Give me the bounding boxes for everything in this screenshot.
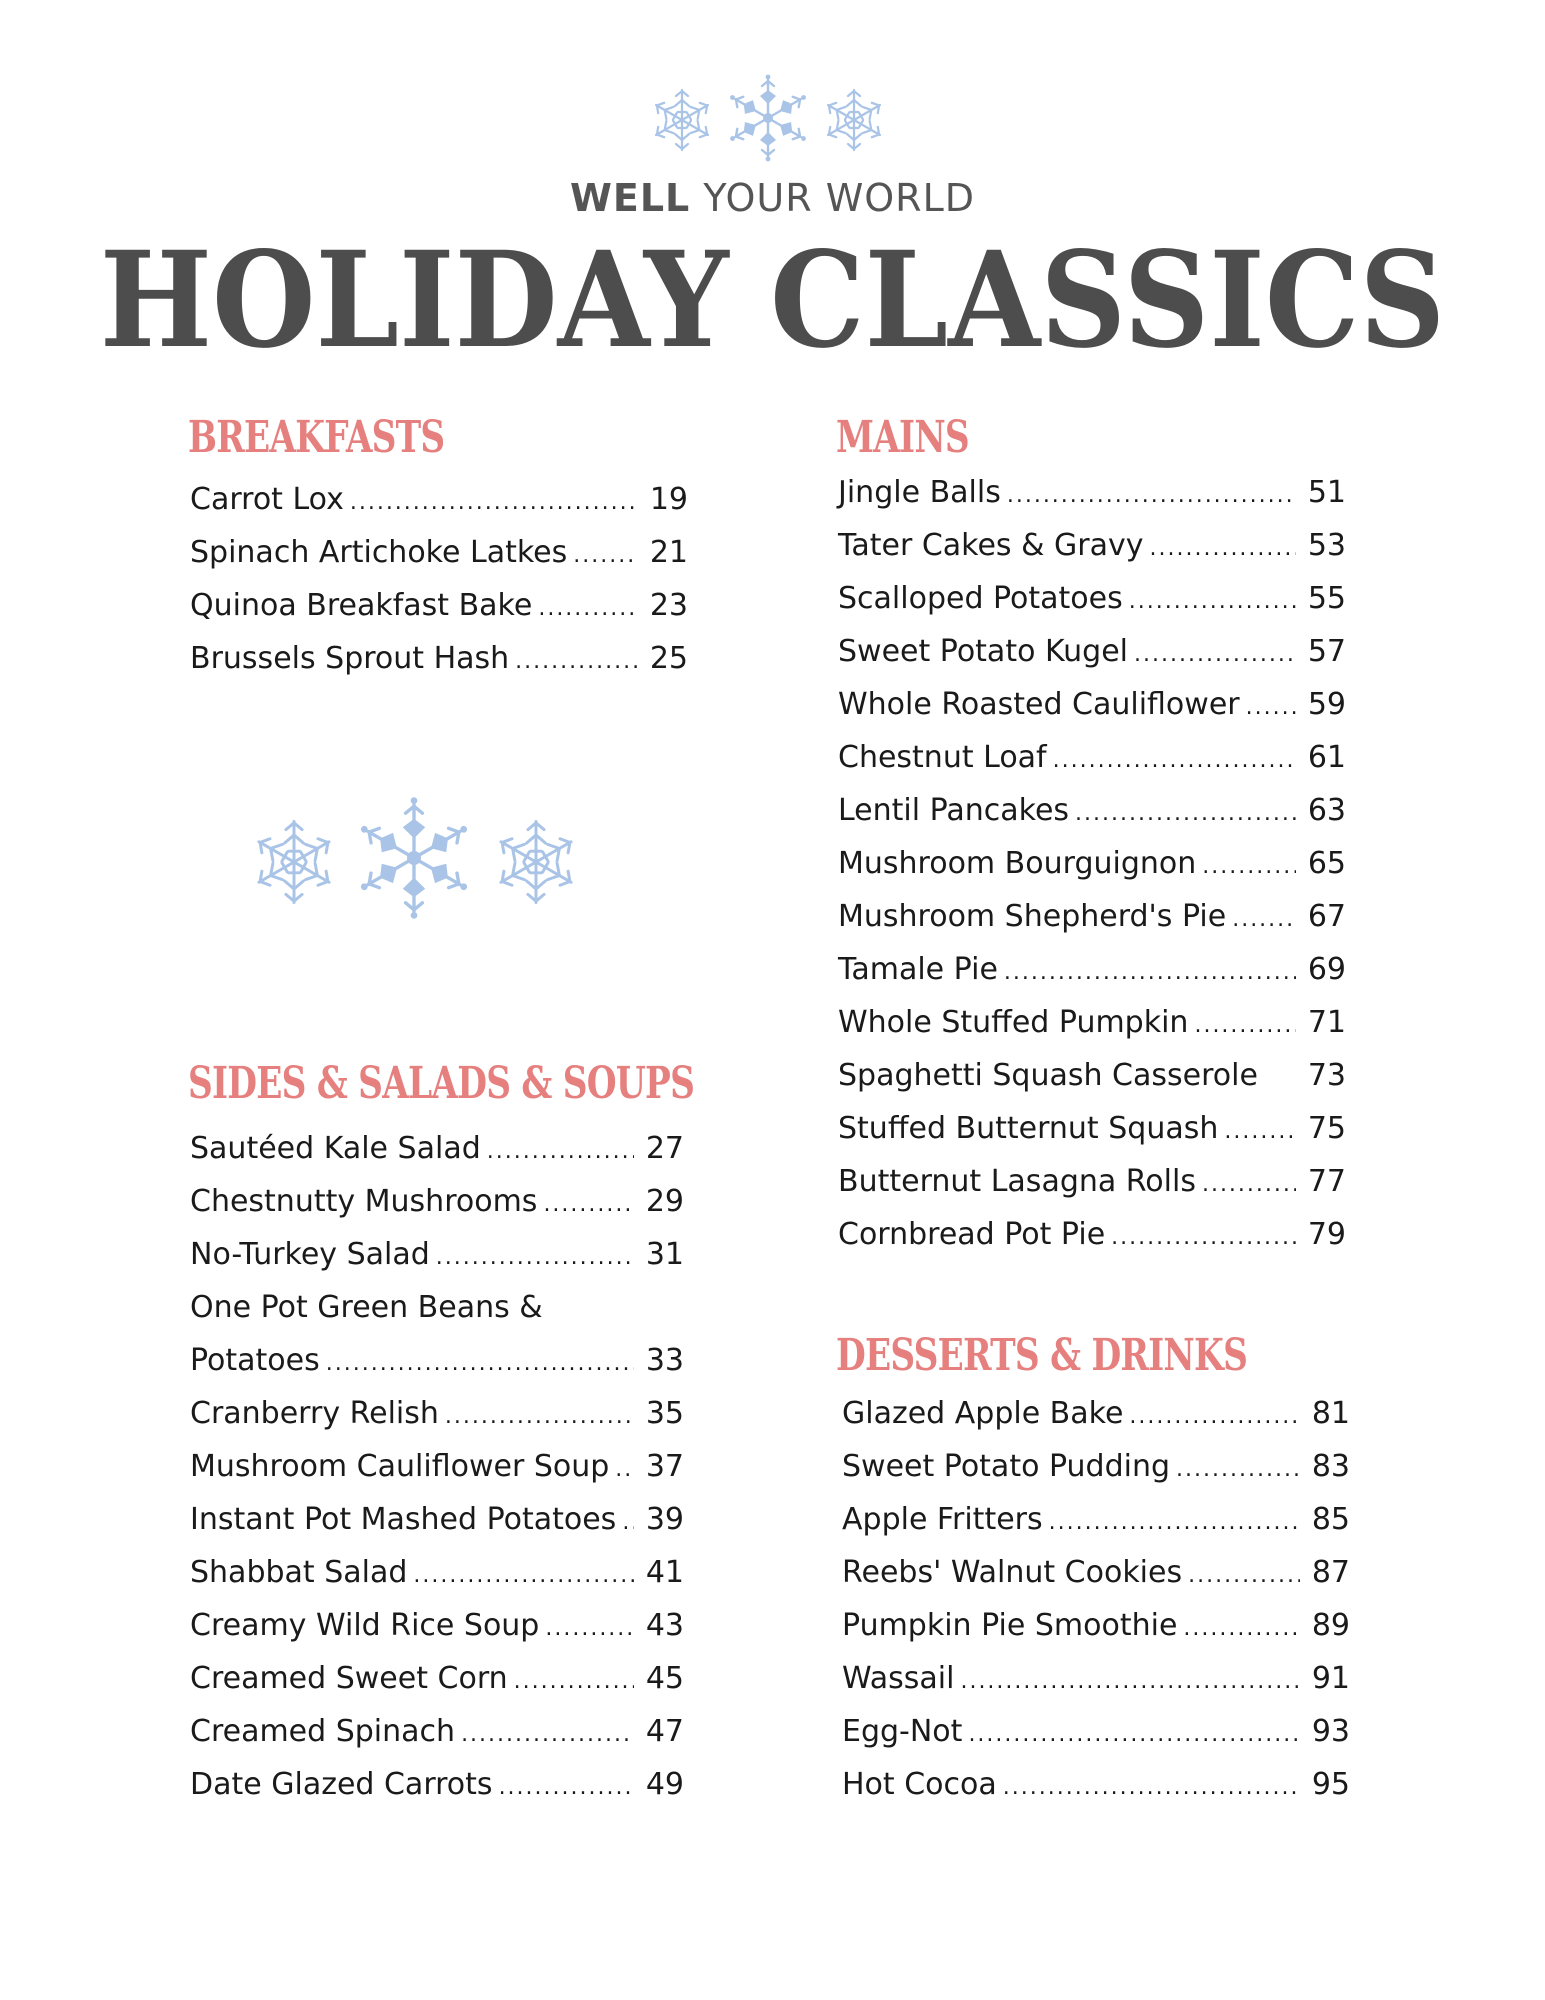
toc-entry[interactable] <box>190 1175 684 1228</box>
toc-entry[interactable] <box>842 1652 1350 1705</box>
entry-name: Creamed Sweet Corn <box>190 1661 508 1696</box>
entry-name: Egg-Not <box>842 1714 963 1749</box>
leader-dots <box>445 1390 634 1443</box>
entry-page: 49 <box>645 1767 684 1802</box>
leader-dots <box>1194 999 1296 1052</box>
snowflake-icon <box>726 75 809 162</box>
entry-name: Apple Fritters <box>842 1502 1043 1537</box>
snowflake-icon <box>254 822 334 903</box>
entry-name: Reebs' Walnut Cookies <box>842 1555 1183 1590</box>
leader-dots <box>543 1178 634 1231</box>
leader-dots <box>515 635 638 688</box>
toc-entry[interactable] <box>838 1155 1346 1208</box>
leader-dots <box>1150 522 1297 575</box>
entry-page: 35 <box>645 1396 684 1431</box>
entry-page: 43 <box>645 1608 684 1643</box>
toc-entry[interactable] <box>838 1208 1346 1261</box>
entry-page: 55 <box>1307 581 1346 616</box>
leader-dots <box>413 1549 634 1602</box>
leader-dots <box>573 529 638 582</box>
entry-page: 79 <box>1307 1217 1346 1252</box>
leader-dots <box>1053 734 1296 787</box>
entry-name: Mushroom Shepherd's Pie <box>838 899 1227 934</box>
entry-name: Scalloped Potatoes <box>838 581 1123 616</box>
entry-name: Cranberry Relish <box>190 1396 439 1431</box>
entry-page: 39 <box>645 1502 684 1537</box>
entry-page: 83 <box>1311 1449 1350 1484</box>
entry-page: 27 <box>645 1131 684 1166</box>
toc-entry[interactable] <box>190 579 688 632</box>
entry-name: Wassail <box>842 1661 955 1696</box>
leader-dots <box>1134 628 1296 681</box>
entry-name: Mushroom Bourguignon <box>838 846 1197 881</box>
entry-page: 73 <box>1307 1058 1346 1093</box>
entry-name: Pumpkin Pie Smoothie <box>842 1608 1178 1643</box>
snowflake-icon <box>496 822 576 903</box>
entry-name: Mushroom Cauliflower Soup <box>190 1449 610 1484</box>
toc-entry[interactable] <box>838 943 1346 996</box>
entry-name: Chestnutty Mushrooms <box>190 1184 538 1219</box>
leader-dots <box>615 1443 634 1496</box>
toc-entry[interactable] <box>838 466 1346 519</box>
entry-name: Spaghetti Squash Casserole <box>838 1058 1258 1093</box>
entry-name: Sautéed Kale Salad <box>190 1131 481 1166</box>
leader-dots <box>1004 946 1296 999</box>
section-heading-mains: MAINS <box>836 412 969 463</box>
entry-page: 67 <box>1307 899 1346 934</box>
toc-entry[interactable] <box>838 678 1346 731</box>
toc-entry[interactable] <box>838 1049 1346 1102</box>
entry-page: 57 <box>1307 634 1346 669</box>
leader-dots <box>1246 681 1296 734</box>
toc-entry[interactable] <box>838 996 1346 1049</box>
leader-dots <box>461 1708 634 1761</box>
entry-name: Butternut Lasagna Rolls <box>838 1164 1196 1199</box>
entry-page: 53 <box>1307 528 1346 563</box>
leader-dots <box>968 1708 1300 1761</box>
entry-name: Whole Roasted Cauliflower <box>838 687 1240 722</box>
entry-name: Stuffed Butternut Squash <box>838 1111 1219 1146</box>
entry-page: 71 <box>1307 1005 1346 1040</box>
middle-snowflakes <box>238 796 598 926</box>
toc-entry[interactable] <box>838 519 1346 572</box>
leader-dots <box>1129 1390 1300 1443</box>
entry-name: Hot Cocoa <box>842 1767 997 1802</box>
entry-page: 33 <box>645 1343 684 1378</box>
toc-entry[interactable] <box>190 1705 684 1758</box>
entry-name: Whole Stuffed Pumpkin <box>838 1005 1189 1040</box>
toc-entry[interactable] <box>190 1440 684 1493</box>
entry-name: Cornbread Pot Pie <box>838 1217 1106 1252</box>
toc-entry[interactable] <box>842 1440 1350 1493</box>
entry-page: 81 <box>1311 1396 1350 1431</box>
toc-entry[interactable] <box>838 572 1346 625</box>
toc-entry[interactable] <box>190 1493 684 1546</box>
snowflake-icon <box>653 90 712 150</box>
leader-dots <box>1202 840 1296 893</box>
breakfasts-list <box>190 473 688 685</box>
entry-name: One Pot Green Beans & <box>190 1290 543 1325</box>
toc-entry[interactable] <box>838 625 1346 678</box>
entry-name: Jingle Balls <box>838 475 1001 510</box>
entry-name: Lentil Pancakes <box>838 793 1070 828</box>
leader-dots <box>1188 1549 1300 1602</box>
brand-rest: YOUR WORLD <box>703 176 976 220</box>
toc-entry[interactable] <box>190 1758 684 1811</box>
entry-name: Quinoa Breakfast Bake <box>190 588 533 623</box>
leader-dots <box>1007 469 1296 522</box>
leader-dots <box>1202 1158 1296 1211</box>
toc-entry[interactable] <box>190 526 688 579</box>
entry-page: 25 <box>649 641 688 676</box>
entry-page: 93 <box>1311 1714 1350 1749</box>
entry-page: 65 <box>1307 846 1346 881</box>
leader-dots <box>545 1602 634 1655</box>
toc-entry[interactable] <box>842 1599 1350 1652</box>
entry-page: 89 <box>1311 1608 1350 1643</box>
entry-name: Instant Pot Mashed Potatoes <box>190 1502 617 1537</box>
entry-name: Tamale Pie <box>838 952 998 987</box>
toc-entry[interactable] <box>838 890 1346 943</box>
leader-dots <box>1075 787 1296 840</box>
sides-list <box>190 1122 684 1811</box>
toc-entry[interactable] <box>190 1599 684 1652</box>
entry-name: Date Glazed Carrots <box>190 1767 493 1802</box>
entry-name: Sweet Potato Kugel <box>838 634 1128 669</box>
entry-page: 47 <box>645 1714 684 1749</box>
mains-list <box>838 466 1346 1261</box>
entry-page: 59 <box>1307 687 1346 722</box>
entry-page: 87 <box>1311 1555 1350 1590</box>
leader-dots <box>1049 1496 1300 1549</box>
snowflake-icon <box>825 90 884 150</box>
toc-entry[interactable] <box>190 1281 684 1334</box>
entry-page: 85 <box>1311 1502 1350 1537</box>
leader-dots <box>436 1231 634 1284</box>
toc-entry[interactable] <box>190 1334 684 1387</box>
entry-page: 31 <box>645 1237 684 1272</box>
brand-subtitle <box>0 176 1545 220</box>
toc-entry[interactable] <box>190 632 688 685</box>
section-heading-desserts: DESSERTS & DRINKS <box>836 1330 1248 1381</box>
leader-dots <box>514 1655 634 1708</box>
entry-page: 95 <box>1311 1767 1350 1802</box>
entry-name: No-Turkey Salad <box>190 1237 430 1272</box>
top-snowflakes <box>640 74 900 164</box>
toc-entry[interactable] <box>838 1102 1346 1155</box>
entry-name: Glazed Apple Bake <box>842 1396 1124 1431</box>
toc-entry[interactable] <box>190 1652 684 1705</box>
entry-page: 19 <box>649 482 688 517</box>
leader-dots <box>1129 575 1296 628</box>
leader-dots <box>1176 1443 1300 1496</box>
entry-page: 21 <box>649 535 688 570</box>
leader-dots <box>960 1655 1300 1708</box>
entry-page: 61 <box>1307 740 1346 775</box>
section-heading-breakfasts: BREAKFASTS <box>188 412 445 463</box>
leader-dots <box>1232 893 1296 946</box>
entry-name: Tater Cakes & Gravy <box>838 528 1144 563</box>
toc-entry[interactable] <box>842 1387 1350 1440</box>
entry-page: 37 <box>645 1449 684 1484</box>
toc-entry[interactable] <box>842 1493 1350 1546</box>
leader-dots <box>538 582 638 635</box>
toc-entry[interactable] <box>190 1546 684 1599</box>
leader-dots <box>1224 1105 1296 1158</box>
section-heading-sides: SIDES & SALADS & SOUPS <box>188 1058 695 1109</box>
toc-entry[interactable] <box>842 1758 1350 1811</box>
leader-dots <box>1003 1761 1300 1814</box>
toc-entry[interactable] <box>842 1546 1350 1599</box>
leader-dots <box>326 1337 634 1390</box>
entry-page: 29 <box>645 1184 684 1219</box>
leader-dots <box>487 1125 634 1178</box>
entry-name: Potatoes <box>190 1343 320 1378</box>
toc-entry[interactable] <box>842 1705 1350 1758</box>
entry-name: Creamy Wild Rice Soup <box>190 1608 540 1643</box>
toc-entry[interactable] <box>190 1387 684 1440</box>
leader-dots <box>350 476 638 529</box>
entry-page: 23 <box>649 588 688 623</box>
toc-entry[interactable] <box>190 1122 684 1175</box>
entry-page: 41 <box>645 1555 684 1590</box>
entry-page: 63 <box>1307 793 1346 828</box>
entry-name: Carrot Lox <box>190 482 344 517</box>
toc-entry[interactable] <box>190 1228 684 1281</box>
entry-name: Shabbat Salad <box>190 1555 408 1590</box>
leader-dots <box>1183 1602 1300 1655</box>
entry-name: Brussels Sprout Hash <box>190 641 510 676</box>
toc-entry[interactable] <box>190 473 688 526</box>
entry-name: Sweet Potato Pudding <box>842 1449 1171 1484</box>
toc-entry[interactable] <box>838 784 1346 837</box>
entry-name: Chestnut Loaf <box>838 740 1047 775</box>
toc-entry[interactable] <box>838 731 1346 784</box>
toc-entry[interactable] <box>838 837 1346 890</box>
entry-page: 77 <box>1307 1164 1346 1199</box>
entry-page: 69 <box>1307 952 1346 987</box>
page-title: HOLIDAY CLASSICS <box>99 223 1446 378</box>
entry-page: 45 <box>645 1661 684 1696</box>
leader-dots <box>499 1761 634 1814</box>
entry-page: 91 <box>1311 1661 1350 1696</box>
entry-name: Spinach Artichoke Latkes <box>190 535 568 570</box>
entry-page: 75 <box>1307 1111 1346 1146</box>
snowflake-icon <box>356 797 472 919</box>
entry-name: Creamed Spinach <box>190 1714 456 1749</box>
entry-page: 51 <box>1307 475 1346 510</box>
leader-dots <box>622 1496 634 1549</box>
brand-bold: WELL <box>569 176 691 220</box>
leader-dots <box>1111 1211 1296 1264</box>
desserts-list <box>842 1387 1350 1811</box>
